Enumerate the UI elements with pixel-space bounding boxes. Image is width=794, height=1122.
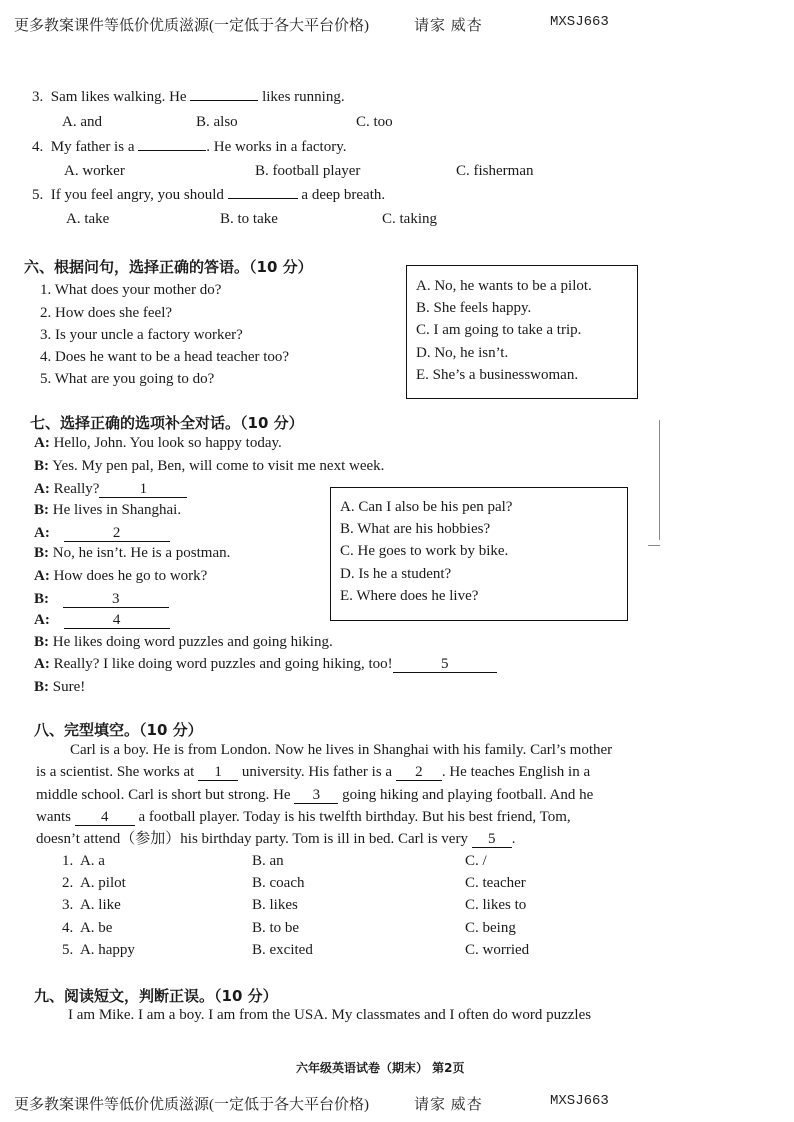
dialog-line-7: A: How does he go to work?: [34, 568, 208, 584]
dialog-line-1: A: Hello, John. You look so happy today.: [34, 435, 282, 451]
footer-code: MXSJ663: [550, 1093, 609, 1109]
header-promo: 更多教案课件等低价优质滋源(一定低于各大平台价格): [14, 18, 369, 34]
s6-question-3: 3. Is your uncle a factory worker?: [40, 327, 243, 343]
s6-question-4: 4. Does he want to be a head teacher too?: [40, 349, 290, 365]
dialog-line-4: B: He lives in Shanghai.: [34, 502, 182, 518]
q3-option-a: A. and: [62, 114, 102, 130]
cloze-option-3c: C. likes to: [465, 897, 527, 913]
dialog-line-11: A: Really? I like doing word puzzles and going hiking, too! 5: [34, 655, 497, 673]
q3-option-b: B. also: [196, 114, 238, 130]
cloze-option-row-4: 4. A. be: [62, 920, 113, 936]
cloze-option-2c: C. teacher: [465, 875, 526, 891]
q4-option-c: C. fisherman: [456, 163, 534, 179]
q4-option-a: A. worker: [64, 163, 125, 179]
scan-mark: [659, 420, 660, 540]
question-3: 3. Sam likes walking. He likes running.: [32, 89, 345, 105]
cloze-option-3b: B. likes: [252, 897, 298, 913]
s7-option-a: A. Can I also be his pen pal?: [340, 499, 513, 515]
cloze-line-5: doesn’t attend（参加）his birthday party. Tom is ill in bed. Carl is very 5 .: [36, 831, 516, 847]
scan-mark: [648, 545, 660, 546]
q4-option-b: B. football player: [255, 163, 361, 179]
dialog-line-8: B: 3: [34, 590, 169, 608]
dialog-line-10: B: He likes doing word puzzles and going hiking.: [34, 634, 333, 650]
question-5: 5. If you feel angry, you should a deep breath.: [32, 187, 386, 203]
cloze-option-5c: C. worried: [465, 942, 530, 958]
reading-passage-line-1: I am Mike. I am a boy. I am from the USA. My classmates and I often do word puzzles: [68, 1007, 592, 1023]
cloze-option-row-3: 3. A. like: [62, 897, 121, 913]
section-7-title: 七、选择正确的选项补全对话。（10 分）: [30, 414, 304, 432]
footer-promo: 更多教案课件等低价优质滋源(一定低于各大平台价格): [14, 1097, 369, 1113]
q3-option-c: C. too: [356, 114, 393, 130]
cloze-option-1c: C. /: [465, 853, 487, 869]
dialog-line-3: A: Really? 1: [34, 480, 187, 498]
page-label: 六年级英语试卷（期末） 第2页: [296, 1061, 465, 1075]
q5-option-a: A. take: [66, 211, 110, 227]
cloze-line-2: is a scientist. She works at 1 university. His father is a 2 . He teaches English in a: [36, 764, 591, 780]
s7-option-b: B. What are his hobbies?: [340, 521, 491, 537]
cloze-option-2b: B. coach: [252, 875, 305, 891]
s6-question-5: 5. What are you going to do?: [40, 371, 215, 387]
section-8-title: 八、完型填空。（10 分）: [34, 721, 203, 739]
cloze-option-4b: B. to be: [252, 920, 300, 936]
section-6-title: 六、根据问句，选择正确的答语。（10 分）: [24, 258, 313, 276]
cloze-option-row-5: 5. A. happy: [62, 942, 135, 958]
dialog-line-5: A: 2: [34, 524, 170, 542]
dialog-line-2: B: Yes. My pen pal, Ben, will come to visit me next week.: [34, 458, 385, 474]
question-4: 4. My father is a . He works in a factory.: [32, 139, 347, 155]
s7-option-d: D. Is he a student?: [340, 566, 452, 582]
cloze-line-1: Carl is a boy. He is from London. Now he lives in Shanghai with his family. Carl’s mother: [70, 742, 613, 758]
q5-option-b: B. to take: [220, 211, 278, 227]
cloze-line-3: middle school. Carl is short but strong. He 3 going hiking and playing football. And he: [36, 787, 594, 803]
header-code: MXSJ663: [550, 14, 609, 30]
s6-option-a: A. No, he wants to be a pilot.: [416, 278, 592, 294]
s6-option-e: E. She’s a businesswoman.: [416, 367, 579, 383]
s6-option-b: B. She feels happy.: [416, 300, 532, 316]
cloze-line-4: wants 4 a football player. Today is his twelfth birthday. But his best friend, Tom,: [36, 809, 571, 825]
s6-question-2: 2. How does she feel?: [40, 305, 173, 321]
cloze-option-5b: B. excited: [252, 942, 313, 958]
s7-option-c: C. He goes to work by bike.: [340, 543, 509, 559]
s6-option-d: D. No, he isn’t.: [416, 345, 509, 361]
cloze-option-4c: C. being: [465, 920, 516, 936]
dialog-line-6: B: No, he isn’t. He is a postman.: [34, 545, 231, 561]
footer-contact: 请家 威杏: [414, 1097, 483, 1113]
q5-option-c: C. taking: [382, 211, 437, 227]
header-contact: 请家 威杏: [414, 18, 483, 34]
cloze-option-row-2: 2. A. pilot: [62, 875, 126, 891]
dialog-line-9: A: 4: [34, 611, 170, 629]
s6-option-c: C. I am going to take a trip.: [416, 322, 582, 338]
dialog-line-12: B: Sure!: [34, 679, 86, 695]
s6-question-1: 1. What does your mother do?: [40, 282, 222, 298]
s7-option-e: E. Where does he live?: [340, 588, 479, 604]
section-9-title: 九、阅读短文，判断正误。（10 分）: [34, 987, 278, 1005]
cloze-option-1b: B. an: [252, 853, 284, 869]
cloze-option-row-1: 1. A. a: [62, 853, 105, 869]
